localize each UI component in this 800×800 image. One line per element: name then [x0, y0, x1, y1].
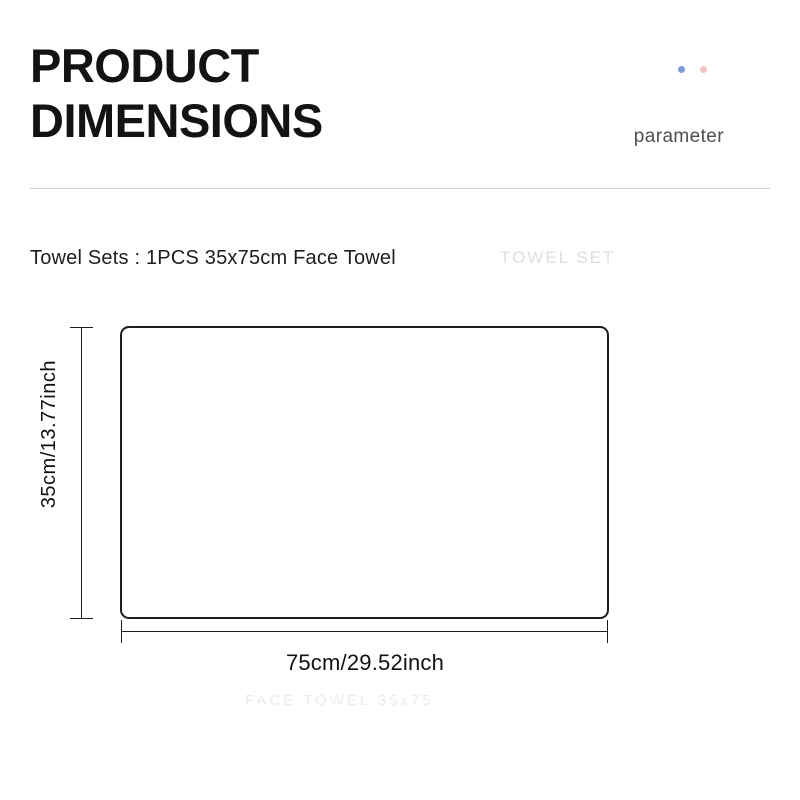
page-title: [30, 38, 550, 149]
page-title-line-1: PRODUCT: [30, 39, 259, 92]
width-dimension-label: 75cm/29.52inch: [285, 650, 445, 675]
spec-watermark: TOWEL SET: [500, 248, 616, 267]
dimension-diagram: [0, 300, 800, 709]
width-dimension-line: [121, 631, 608, 632]
pink-dot-icon: [700, 66, 707, 73]
page-header: [0, 0, 800, 190]
towel-spec-text: Towel Sets : 1PCS 35x75cm Face Towel: [30, 247, 396, 269]
height-tick-top: [70, 327, 93, 328]
height-tick-bottom: [70, 618, 93, 619]
width-tick-right: [607, 620, 608, 643]
page-title-line-2: DIMENSIONS: [30, 94, 323, 148]
header-divider: [30, 188, 770, 189]
blue-dot-icon: [678, 66, 685, 73]
width-tick-left: [121, 620, 122, 643]
height-dimension-label: 35cm/13.77inch: [38, 360, 60, 509]
decorative-dots: [678, 64, 722, 76]
towel-shape: [120, 326, 609, 619]
height-dimension-line: [81, 327, 82, 618]
diagram-watermark: FACE TOWEL 35x75: [245, 692, 434, 709]
parameter-label: parameter: [633, 126, 724, 147]
